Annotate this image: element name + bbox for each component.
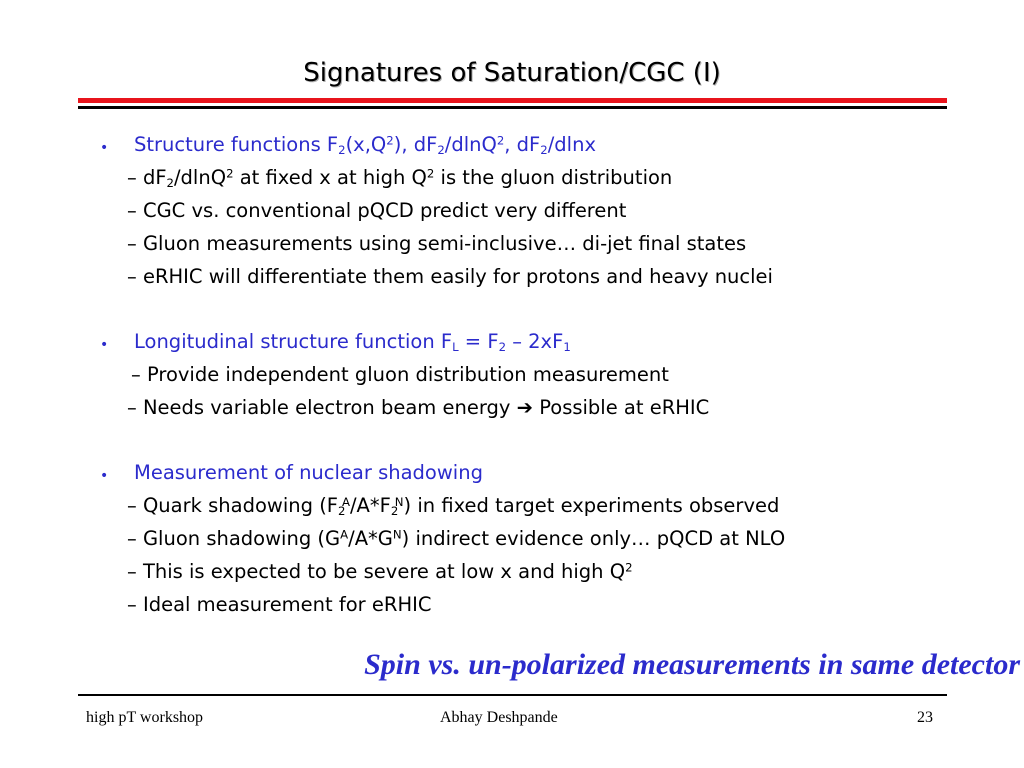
sub-item: – CGC vs. conventional pQCD predict very different bbox=[127, 199, 627, 222]
title-rule-black bbox=[78, 106, 947, 109]
title-rule-red bbox=[78, 98, 947, 103]
sub-item: – Quark shadowing $(F_2^A/A*F_2^N)$ in fixed target experiments observed bbox=[127, 494, 780, 518]
page-number: 23 bbox=[917, 709, 933, 726]
bullet-dot: • bbox=[100, 140, 109, 156]
bullet-dot: • bbox=[100, 468, 109, 484]
sub-item: – $dF_2/dlnQ^2$ at fixed x at high $Q^2$ is the gluon distribution bbox=[127, 166, 673, 190]
bullet-dot: • bbox=[100, 337, 109, 353]
bullet-heading-nuclear-shadowing: Measurement of nuclear shadowing bbox=[134, 461, 483, 484]
slide-title: Signatures of Saturation/CGC (I) bbox=[303, 58, 721, 88]
sub-item: – Provide independent gluon distribution measurement bbox=[131, 363, 669, 386]
sub-item: – eRHIC will differentiate them easily for protons and heavy nuclei bbox=[127, 265, 773, 288]
bullet-heading-longitudinal: Longitudinal structure function $F_L = F_2 - 2xF_1$ bbox=[134, 330, 571, 354]
footer-rule bbox=[78, 694, 947, 696]
sub-item: – Needs variable electron beam energy ➔ Possible at eRHIC bbox=[127, 396, 710, 419]
sub-item: – Ideal measurement for eRHIC bbox=[127, 593, 432, 616]
highlight-statement: Spin vs. un-polarized measurements in same detector bbox=[364, 648, 1020, 681]
sub-item: – Gluon shadowing $(G^A/A*G^N)$ indirect evidence only… pQCD at NLO bbox=[127, 527, 786, 550]
footer-author: Abhay Deshpande bbox=[440, 709, 558, 726]
bullet-heading-structure-functions: Structure functions $F_2(x,Q^2)$, $dF_2/dlnQ^2$, $dF_2$/dlnx bbox=[134, 133, 596, 157]
footer-left: high pT workshop bbox=[86, 709, 204, 726]
arrow-right-icon: ➔ bbox=[516, 396, 533, 419]
sub-item: – This is expected to be severe at low x and high $Q^2$ bbox=[127, 560, 633, 583]
sub-item: – Gluon measurements using semi-inclusive… di-jet final states bbox=[127, 232, 747, 255]
